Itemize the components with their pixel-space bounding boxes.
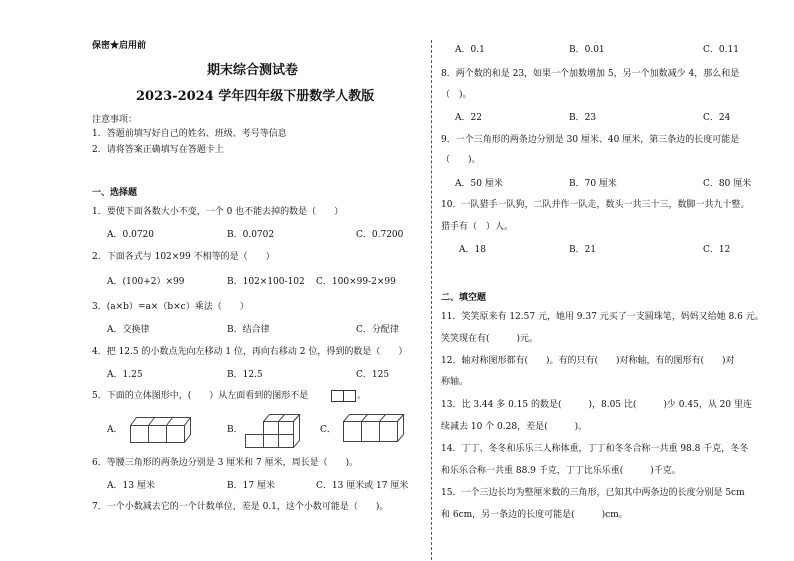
question-stem: 1．要使下面各数大小不变，一个 0 也不能去掉的数是（ ）: [92, 207, 344, 217]
option-b: B．12.5: [227, 370, 263, 380]
question-line-cont: 和 6cm，另一条边的长度可能是( )cm。: [441, 510, 628, 520]
option-a: A．0.0720: [107, 230, 154, 240]
question-line-cont: 和乐乐合称一共重 88.9 千克，丁丁比乐乐重( )千克。: [441, 466, 681, 476]
option-b: B．21: [569, 245, 597, 255]
notice-item-2: 2．请将答案正确填写在答题卡上: [92, 145, 224, 155]
question-line-cont: 笑笑现在有( )元。: [441, 334, 539, 344]
question-stem: 10．一队猎手一队狗，二队并作一队走，数头一共三十三，数脚一共九十整。: [441, 200, 750, 210]
question-stem: 9．一个三角形的两条边分别是 30 厘米、40 厘米，第三条边的长度可能是: [441, 135, 740, 145]
option-b: B．0.01: [569, 45, 605, 55]
option-a: A．0.1: [455, 45, 485, 55]
section-title-choice: 一、选择题: [92, 188, 138, 198]
column-divider: [431, 40, 432, 560]
option-c: C．分配律: [356, 325, 399, 335]
option-c: C．: [320, 425, 336, 435]
option-a: A．22: [455, 113, 482, 123]
option-c: C．0.7200: [356, 230, 404, 240]
cube-row-shape-c: [343, 414, 405, 442]
option-b: B．0.0702: [227, 230, 275, 240]
option-c: C．100×99-2×99: [316, 277, 396, 287]
option-c: C．24: [703, 113, 731, 123]
question-stem-cont: 猎手有（ ）人。: [441, 222, 514, 232]
question-line-cont: 续减去 10 个 0.28，差是( )。: [441, 422, 588, 432]
option-b: B．17 厘米: [227, 481, 275, 491]
question-stem-cont: （ )。: [441, 90, 472, 100]
option-b: B．70 厘米: [569, 179, 617, 189]
option-c: C．0.11: [703, 45, 739, 55]
question-line: 12．轴对称图形都有( )。有的只有( )对称轴，有的图形有( )对: [441, 356, 735, 366]
cube-stack-shape-b: [245, 414, 301, 448]
question-stem: 8．两个数的和是 23，如果一个加数增加 5，另一个加数减少 4，那么和是: [441, 69, 740, 79]
option-c: C．13 厘米或 17 厘米: [316, 481, 409, 491]
question-stem: 7．一个小数减去它的一个计数单位，差是 0.1，这个小数可能是（ )。: [92, 502, 389, 512]
question-stem: 5．下面的立体图形中，( ）从左面看到的图形不是: [92, 391, 309, 401]
option-b: B．23: [569, 113, 597, 123]
option-a: A．(100+2）×99: [107, 277, 185, 287]
exam-subtitle: 2023-2024 学年四年级下册数学人教版: [136, 89, 375, 104]
notice-title: 注意事项：: [92, 115, 138, 125]
cube-row-shape-a: [130, 417, 192, 443]
question-stem: 4．把 12.5 的小数点先向左移动 1 位，再向右移动 2 位，得到的数是（ ）: [92, 347, 408, 357]
option-a: A．1.25: [107, 370, 143, 380]
question-stem: 6．等腰三角形的两条边分别是 3 厘米和 7 厘米，周长是（ )。: [92, 458, 359, 468]
option-a: A．交换律: [107, 325, 150, 335]
option-b: B．: [227, 425, 243, 435]
exam-title: 期末综合测试卷: [207, 63, 299, 78]
question-line-cont: 称轴。: [441, 377, 469, 387]
question-line: 15．一个三边长均为整厘米数的三角形，已知其中两条边的长度分别是 5cm: [441, 488, 745, 498]
option-a: A．: [107, 425, 123, 435]
option-c: C．125: [356, 370, 390, 380]
option-a: A．18: [459, 245, 486, 255]
question-stem-cont: （ )。: [441, 155, 481, 165]
secret-label: 保密★启用前: [92, 41, 147, 51]
option-a: A．13 厘米: [107, 481, 155, 491]
option-a: A．50 厘米: [455, 179, 503, 189]
two-squares-icon: [331, 390, 357, 402]
question-line: 11．笑笑原来有 12.57 元，她用 9.37 元买了一支圆珠笔，妈妈又给她 8.6 元。: [441, 312, 764, 322]
question-line: 13．比 3.44 多 0.15 的数是( )，8.05 比( )少 0.45，从 20 里连: [441, 400, 752, 410]
option-c: C．80 厘米: [703, 179, 752, 189]
question-line: 14．丁丁、冬冬和乐乐三人称体重，丁丁和冬冬合称一共重 98.8 千克，冬冬: [441, 444, 749, 454]
question-stem: 3．(a×b）=a×（b×c）乘法（ ）: [92, 302, 249, 312]
section-title-fill: 二、填空题: [441, 293, 487, 303]
option-c: C．12: [703, 245, 731, 255]
notice-item-1: 1．答题前填写好自己的姓名、班级、考号等信息: [92, 129, 287, 139]
period-mark: 。: [357, 391, 367, 401]
option-b: B．102×100-102: [227, 277, 305, 287]
question-stem: 2．下面各式与 102×99 不相等的是（ ）: [92, 252, 275, 262]
option-b: B．结合律: [227, 325, 270, 335]
